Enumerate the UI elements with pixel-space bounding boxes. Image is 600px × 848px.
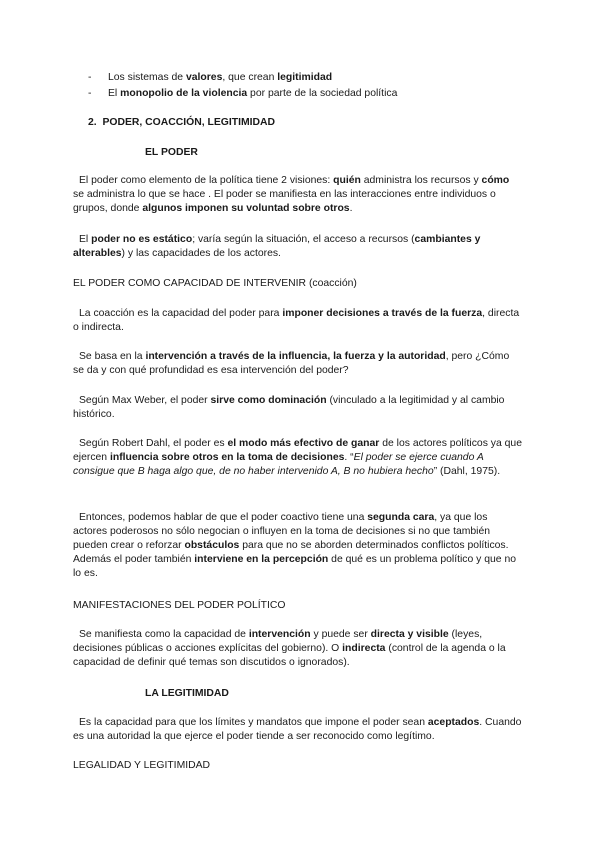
bold-text: cambiantes y alterables (73, 234, 481, 259)
bold-text: aceptados (427, 717, 480, 728)
text: Es la capacidad para que los límites y mandatos que impone el poder sean (79, 717, 428, 728)
text: Entonces, podemos hablar de que el poder coactivo tiene una (79, 512, 368, 523)
text: , directa o indirecta. (73, 308, 520, 333)
bold-text: poder no es estático (91, 234, 193, 245)
section-label-coaccion: EL PODER COMO CAPACIDAD DE INTERVENIR (coacción) (73, 278, 357, 289)
heading-number: 2. (88, 117, 97, 128)
bold-text: algunos imponen su voluntad sobre otros (142, 203, 350, 214)
text: administra los recursos y (360, 175, 482, 186)
text: (vinculado a la legitimidad y al cambio histórico. (73, 395, 505, 420)
bullet-dash: - (88, 88, 92, 99)
bold-text: cómo (481, 175, 510, 186)
text: . Cuando es una autoridad la que ejerce el poder tiende a ser reconocido como legítimo. (73, 717, 522, 742)
text: (leyes, decisiones públicas o acciones explícitas del gobierno). O (73, 629, 483, 654)
text: de los actores políticos ya que ejercen (73, 438, 522, 463)
text: El (79, 234, 92, 245)
bold-text: imponer decisiones a través de la fuerza (282, 308, 483, 319)
text: Los sistemas de (108, 72, 186, 83)
text: Se basa en la (79, 351, 146, 362)
paragraph (73, 716, 523, 744)
text: ) y las capacidades de los actores. (121, 248, 281, 259)
bold-text: quién (333, 175, 361, 186)
text: se administra lo que se hace . El poder se manifiesta en las interacciones entre individuos o grupos, donde (73, 189, 496, 214)
text: El poder como elemento de la política tiene 2 visiones: (79, 175, 334, 186)
paragraph (73, 350, 523, 378)
bold-text: obstáculos (184, 540, 240, 551)
text: ” (Dahl, 1975). (433, 466, 501, 477)
paragraph (73, 628, 523, 670)
text: , ya que los actores poderosos no sólo negocian o influyen en la toma de decisiones si no que también pueden crear o reforzar (73, 512, 491, 551)
text: (control de la agenda o la capacidad de definir qué temas son discutidos o ignorados). (73, 643, 506, 668)
text: El (108, 88, 121, 99)
section-label-manifestaciones: MANIFESTACIONES DEL PODER POLÍTICO (73, 600, 286, 611)
text: Se manifiesta como la capacidad de (79, 629, 249, 640)
paragraph (73, 174, 523, 216)
bold-text: indirecta (342, 643, 386, 654)
text: La coacción es la capacidad del poder para (79, 308, 283, 319)
subheading-poder: EL PODER (145, 147, 198, 158)
subheading-legitimidad: LA LEGITIMIDAD (145, 688, 229, 699)
text: para que no se aborden determinados conflictos políticos. Además el poder también (73, 540, 509, 565)
text: . “ (344, 452, 354, 463)
bold-text: el modo más efectivo de ganar (227, 438, 380, 449)
text: Según Robert Dahl, el poder es (79, 438, 228, 449)
paragraph (73, 437, 523, 479)
paragraph (73, 307, 523, 335)
bold-text: directa y visible (370, 629, 449, 640)
bold-text: influencia sobre otros en la toma de decisiones (109, 452, 345, 463)
bullet-item (88, 87, 397, 101)
bold-text: intervención (248, 629, 311, 640)
text: . (349, 203, 353, 214)
text: y puede ser (310, 629, 371, 640)
section-heading (88, 117, 275, 128)
heading-text: PODER, COACCIÓN, LEGITIMIDAD (102, 117, 276, 128)
text: por parte de la sociedad política (247, 88, 398, 99)
text: , pero ¿Cómo se da y con qué profundidad es esa intervención del poder? (73, 351, 510, 376)
bold-text: interviene en la percepción (194, 554, 329, 565)
bold-text: legitimidad (277, 72, 333, 83)
bullet-item (88, 71, 332, 85)
text: , que crean (222, 72, 278, 83)
paragraph (73, 511, 523, 581)
section-label-legalidad: LEGALIDAD Y LEGITIMIDAD (73, 760, 211, 771)
bold-text: segunda cara (367, 512, 435, 523)
quote-text: El poder se ejerce cuando A consigue que B haga algo que, de no haber intervenido A, B no hubiera hecho (73, 452, 484, 477)
paragraph (73, 233, 523, 261)
text: ; varía según la situación, el acceso a recursos ( (192, 234, 415, 245)
paragraph (73, 394, 523, 422)
text: Según Max Weber, el poder (79, 395, 211, 406)
bold-text: monopolio de la violencia (120, 88, 248, 99)
bullet-dash: - (88, 72, 92, 83)
bold-text: valores (185, 72, 223, 83)
bold-text: sirve como dominación (210, 395, 327, 406)
text: de qué es un problema político y que no lo es. (73, 554, 517, 579)
bold-text: intervención a través de la influencia, la fuerza y la autoridad (145, 351, 446, 362)
